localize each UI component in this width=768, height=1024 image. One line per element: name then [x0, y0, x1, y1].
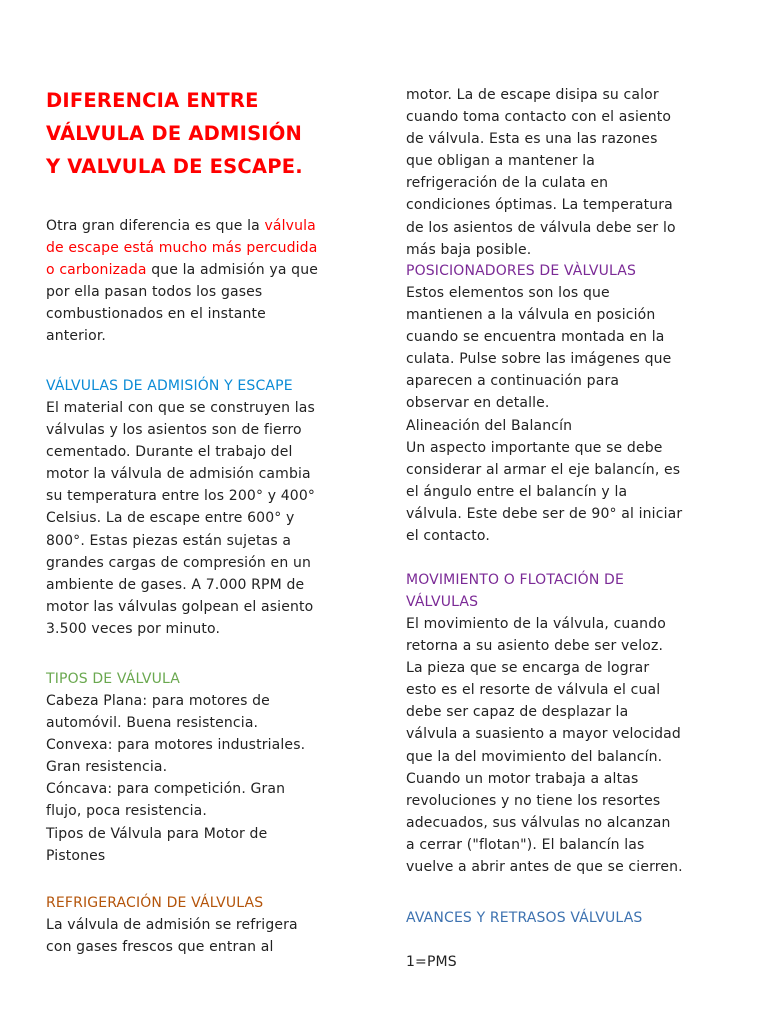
paragraph-line: más baja posible.: [406, 241, 532, 258]
paragraph-line: [46, 259, 368, 281]
section-tipos: [46, 668, 368, 867]
paragraph-line: motor las válvulas golpean el asiento: [46, 598, 314, 615]
paragraph-line: cementado. Durante el trabajo del: [46, 444, 293, 461]
section-heading: REFRIGERACIÓN DE VÁLVULAS: [46, 895, 264, 911]
paragraph-line: condiciones óptimas. La temperatura: [406, 197, 673, 214]
paragraph-line: culata. Pulse sobre las imágenes que: [406, 351, 672, 368]
paragraph-line: válvula. Este debe ser de 90° al iniciar: [406, 505, 683, 522]
paragraph-line: La válvula de admisión se refrigera: [46, 917, 298, 933]
paragraph-line: mantienen a la válvula en posición: [406, 307, 656, 324]
paragraph-line: Convexa: para motores industriales.: [46, 737, 306, 754]
paragraph-line: La pieza que se encarga de lograr: [406, 660, 650, 677]
paragraph-line: Un aspecto importante que se debe: [406, 439, 663, 456]
paragraph-line: esto es el resorte de válvula el cual: [406, 682, 661, 699]
paragraph-line: que la del movimiento del balancín.: [406, 748, 663, 765]
paragraph-line: Celsius. La de escape entre 600° y: [46, 510, 295, 527]
title-line: VÁLVULA DE ADMISIÓN: [46, 122, 303, 145]
paragraph-line: válvula a suasiento a mayor velocidad: [406, 726, 681, 743]
paragraph-line: observar en detalle.: [406, 395, 550, 412]
paragraph-line: ambiente de gases. A 7.000 RPM de: [46, 576, 305, 593]
section-heading: VÁLVULAS: [406, 594, 479, 610]
section-heading: TIPOS DE VÁLVULA: [46, 671, 180, 687]
paragraph-line: refrigeración de la culata en: [406, 175, 609, 192]
paragraph-line: Cóncava: para competición. Gran: [46, 781, 286, 798]
document-title: [46, 84, 368, 183]
paragraph-line: adecuados, sus válvulas no alcanzan: [406, 814, 671, 831]
paragraph-line: El material con que se construyen las: [46, 400, 315, 416]
paragraph-line: válvulas y los asientos son de fierro: [46, 422, 302, 439]
paragraph-line: automóvil. Buena resistencia.: [46, 715, 259, 732]
paragraph-line: Gran resistencia.: [46, 759, 168, 776]
paragraph-line: 800°. Estas piezas están sujetas a: [46, 532, 292, 549]
title-line: Y VALVULA DE ESCAPE.: [46, 155, 303, 178]
paragraph-line: de los asientos de válvula debe ser lo: [406, 219, 676, 236]
paragraph-line: 1=PMS: [406, 954, 457, 970]
section-posicionadores: [406, 260, 736, 547]
highlight-text: válvula: [264, 218, 316, 234]
paragraph-line: anterior.: [46, 328, 107, 345]
paragraph-line: grandes cargas de compresión en un: [46, 554, 311, 571]
paragraph-line: motor la válvula de admisión cambia: [46, 466, 311, 483]
paragraph-line: por ella pasan todos los gases: [46, 284, 263, 301]
paragraph-line: flujo, poca resistencia.: [46, 803, 207, 820]
section-heading: VÁLVULAS DE ADMISIÓN Y ESCAPE: [46, 378, 293, 394]
intro-paragraph: [46, 215, 368, 348]
paragraph-line: Cabeza Plana: para motores de: [46, 693, 270, 709]
section-avances: [406, 907, 736, 973]
paragraph-line: retorna a su asiento debe ser veloz.: [406, 638, 664, 655]
title-line: DIFERENCIA ENTRE: [46, 89, 259, 112]
paragraph-line: revoluciones y no tiene los resortes: [406, 792, 661, 809]
highlight-text: o carbonizada: [46, 262, 147, 279]
paragraph-line: de válvula. Esta es una las razones: [406, 131, 658, 148]
paragraph-line: Tipos de Válvula para Motor de: [46, 825, 268, 842]
paragraph-line: motor. La de escape disipa su calor: [406, 87, 659, 103]
paragraph-line: cuando se encuentra montada en la: [406, 329, 665, 346]
paragraph-line: Estos elementos son los que: [406, 285, 610, 301]
section-heading: AVANCES Y RETRASOS VÁLVULAS: [406, 910, 643, 926]
paragraph-line: aparecen a continuación para: [406, 373, 620, 390]
paragraph-line: Cuando un motor trabaja a altas: [406, 770, 639, 787]
text-run: Otra gran diferencia es que la: [46, 218, 265, 234]
paragraph-line: Alineación del Balancín: [406, 417, 573, 434]
paragraph-line: con gases frescos que entran al: [46, 939, 274, 956]
paragraph-line: a cerrar ("flotan"). El balancín las: [406, 836, 645, 853]
paragraph-line: combustionados en el instante: [46, 306, 266, 323]
highlight-text: de escape está mucho más percudida: [46, 240, 318, 257]
paragraph-line: debe ser capaz de desplazar la: [406, 704, 629, 721]
paragraph-line: 3.500 veces por minuto.: [46, 620, 221, 637]
text-run: que la admisión ya que: [146, 262, 319, 279]
paragraph-line: el ángulo entre el balancín y la: [406, 483, 628, 500]
paragraph-line: considerar al armar el eje balancín, es: [406, 461, 681, 478]
section-heading: POSICIONADORES DE VÀLVULAS: [406, 263, 637, 279]
paragraph-line: que obligan a mantener la: [406, 153, 595, 170]
paragraph-line: El movimiento de la válvula, cuando: [406, 616, 666, 632]
section-heading: MOVIMIENTO O FLOTACIÓN DE: [406, 572, 624, 588]
paragraph-line: [46, 215, 368, 237]
paragraph-line: vuelve a abrir antes de que se cierren.: [406, 859, 683, 876]
section-admision-escape: [46, 375, 368, 640]
paragraph-line: el contacto.: [406, 528, 490, 545]
section-movimiento: [406, 569, 736, 878]
paragraph-line: cuando toma contacto con el asiento: [406, 109, 672, 126]
section-refrigeracion: [46, 892, 368, 958]
paragraph-line: Pistones: [46, 847, 106, 864]
paragraph-line: su temperatura entre los 200° y 400°: [46, 488, 316, 505]
section-refrigeracion-continued: [406, 84, 736, 261]
